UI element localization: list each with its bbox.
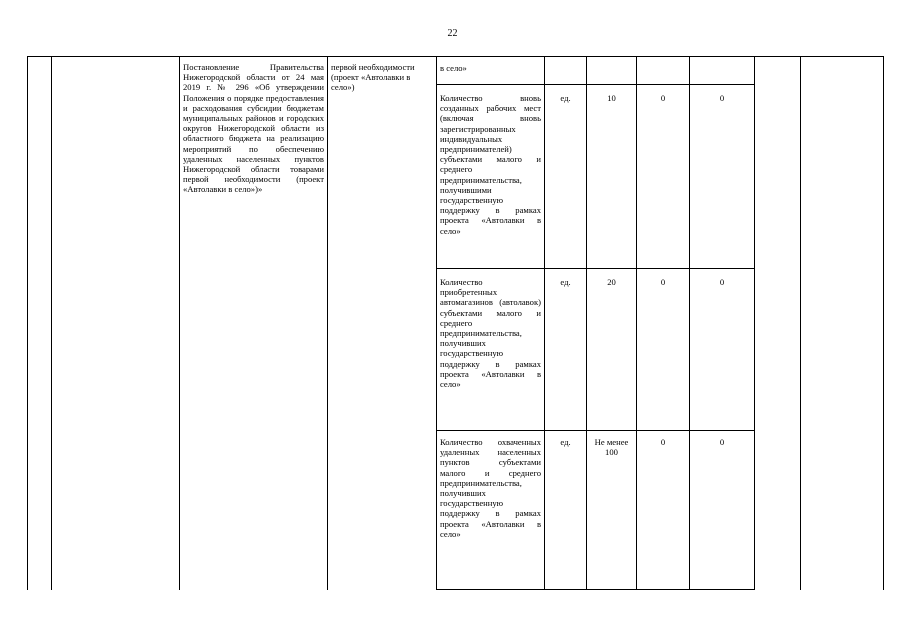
col-line [636, 56, 637, 590]
row-line [436, 84, 754, 85]
indicator-value: 10 [607, 93, 616, 103]
indicator-unit: ед. [560, 93, 571, 103]
indicator-value: 0 [660, 93, 666, 103]
indicator-value: 0 [719, 277, 725, 287]
col-line [51, 56, 52, 590]
col-line [27, 56, 28, 590]
col-line [327, 56, 328, 590]
indicator-unit: ед. [560, 277, 571, 287]
col-line [179, 56, 180, 590]
indicator-continuation: в село» [440, 63, 467, 73]
col-line [800, 56, 801, 590]
indicator-name: Количество охваченных удаленных населенных пунктов субъектами малого и среднего предпринимательства, получивших государственную поддержку в рамках проекта «Автолавки в село» [440, 437, 541, 539]
col-line [689, 56, 690, 590]
document-cell: Постановление Правительства Нижегородской области от 24 мая 2019 г. № 296 «Об утверждении Положения о порядке предоставления и расходования субсидии бюджетам муниципальных районов и городских округов Нижегородской области из областного бюджета на реализацию мероприятий по обеспечению удаленных населенных пунктов Нижегородской области товарами первой необходимости (проект «Автолавки в село»)» [183, 62, 324, 195]
indicator-value: 0 [660, 437, 666, 447]
row-line [436, 589, 754, 590]
indicator-value: Не менее 100 [594, 437, 629, 458]
indicator-name: Количество приобретенных автомагазинов (автолавок) субъектами малого и среднего предпринимательства, получивших государственную поддержку в рамках проекта «Автолавки в село» [440, 277, 541, 390]
col-line [586, 56, 587, 590]
col-line [436, 56, 437, 590]
indicator-unit: ед. [560, 437, 571, 447]
col-line [754, 56, 755, 590]
row-line [436, 430, 754, 431]
indicator-value: 0 [719, 437, 725, 447]
indicator-value: 20 [607, 277, 616, 287]
program-cell: первой необходимости (проект «Автолавки в село») [331, 62, 415, 93]
indicator-name: Количество вновь созданных рабочих мест (включая вновь зарегистрированных индивидуальных предпринимателей) субъектами малого и среднего предпринимательства, получившими государственную поддержку в рамках проекта «Автолавки в село» [440, 93, 541, 236]
col-line [883, 56, 884, 590]
page-number: 22 [447, 28, 458, 39]
col-line [544, 56, 545, 590]
indicator-value: 0 [660, 277, 666, 287]
row-line [436, 268, 754, 269]
indicator-value: 0 [719, 93, 725, 103]
